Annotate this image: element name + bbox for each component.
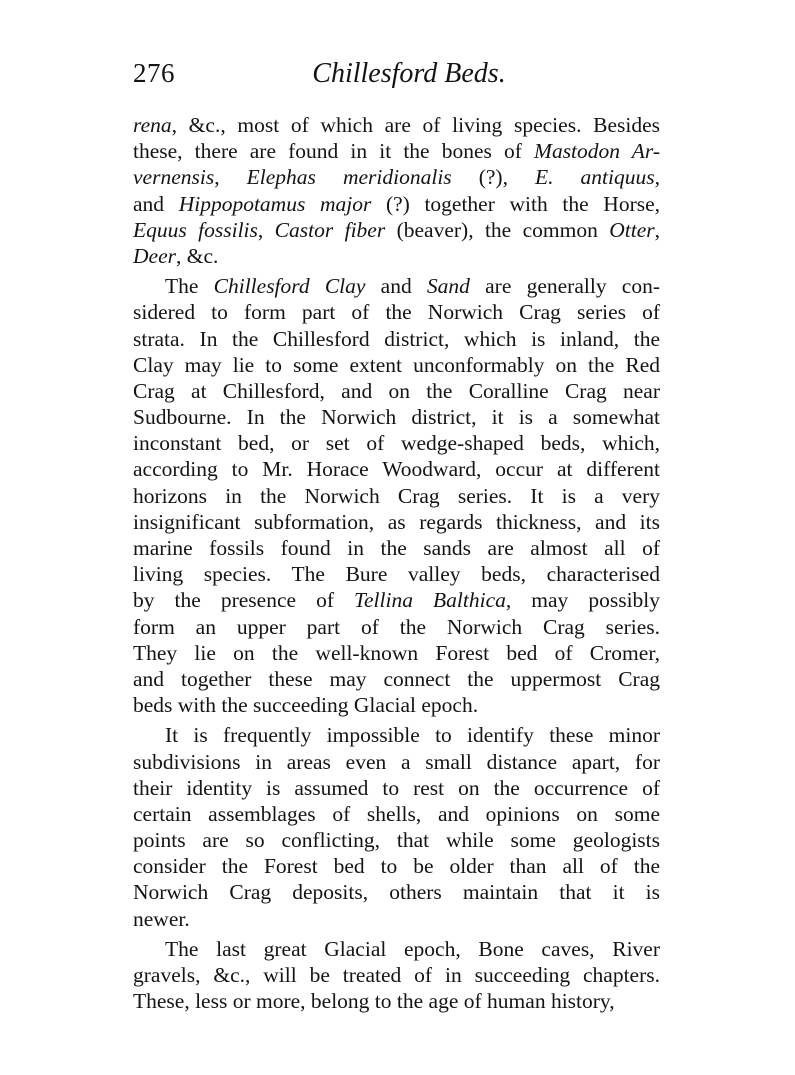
text-run: sidered to form part of the Norwich Crag series of — [133, 300, 660, 325]
text-run: , &c. — [175, 243, 219, 268]
text-run: Clay may lie to some extent unconformably on the Red — [133, 352, 660, 377]
text-run: , — [654, 165, 660, 190]
text-run: beds with the succeeding Glacial epoch. — [133, 693, 479, 718]
text-run: The last great Glacial epoch, Bone caves, River — [165, 936, 660, 961]
text-run: marine fossils found in the sands are almost all of — [133, 536, 660, 560]
paragraph — [133, 936, 660, 1015]
text-line — [133, 378, 660, 404]
text-run: (?) together with the Horse, — [371, 191, 661, 216]
text-line — [133, 191, 660, 217]
text-run: living species. The Bure valley beds, characterised — [133, 562, 660, 587]
italic-text: Mastodon Ar- — [534, 139, 660, 164]
text-line — [133, 509, 660, 535]
text-run: points are so conflicting, that while some geologists — [133, 828, 660, 853]
italic-text: Elephas meridionalis — [246, 165, 452, 190]
text-run: and together these may connect the uppermost Crag — [133, 666, 660, 691]
text-run: strata. In the Chillesford district, which is inland, the — [133, 326, 660, 351]
text-line — [133, 666, 660, 692]
italic-text: Deer — [133, 243, 176, 268]
text-line — [133, 217, 660, 243]
text-run: , &c., most of which are of living species. Besides — [171, 113, 660, 137]
text-line — [133, 749, 660, 775]
text-run: Sudbourne. In the Norwich district, it is a somewhat — [133, 405, 660, 430]
text-run: are generally con- — [469, 274, 660, 299]
text-line — [133, 352, 660, 378]
text-run: Norwich Crag deposits, others maintain that it is — [133, 880, 660, 905]
text-run: according to Mr. Horace Woodward, occur at different — [133, 457, 660, 482]
italic-text: Otter — [609, 217, 655, 242]
text-line — [133, 936, 660, 962]
text-run: , — [654, 217, 661, 242]
italic-text: Chillesford Clay — [213, 274, 366, 299]
text-line — [133, 988, 660, 1014]
text-run: inconstant bed, or set of wedge-shaped beds, which, — [133, 431, 660, 456]
text-line — [133, 535, 660, 561]
text-run: These, less or more, belong to the age of human history, — [133, 989, 615, 1014]
italic-text: E. antiquus — [535, 165, 655, 190]
text-line — [133, 640, 660, 666]
text-run: It is frequently impossible to identify these minor — [165, 723, 660, 748]
text-line — [133, 614, 660, 640]
text-run: by the presence of — [133, 588, 355, 613]
text-line — [133, 775, 660, 801]
text-run: horizons in the Norwich Crag series. It is a very — [133, 483, 660, 508]
text-line — [133, 483, 660, 509]
text-run: certain assemblages of shells, and opinions on some — [133, 801, 660, 826]
text-line — [133, 112, 660, 138]
text-line — [133, 404, 660, 430]
text-line — [133, 962, 660, 988]
text-run: (beaver), the common — [385, 217, 610, 242]
text-run: , — [214, 165, 247, 190]
italic-text: rena — [133, 113, 172, 137]
text-run: , may possibly — [505, 588, 661, 613]
text-run: consider the Forest bed to be older than all of the — [133, 854, 660, 879]
paragraph — [133, 722, 660, 932]
text-line — [133, 853, 660, 879]
italic-text: vernensis — [133, 165, 215, 190]
text-run: , — [257, 217, 275, 242]
page-number: 276 — [133, 58, 175, 88]
text-run: their identity is assumed to rest on the occurrence of — [133, 775, 660, 800]
italic-text: Hippopotamus major — [178, 191, 372, 216]
text-run: They lie on the well-known Forest bed of Cromer, — [133, 640, 660, 665]
text-line — [133, 456, 660, 482]
page-header — [133, 58, 663, 98]
italic-text: Equus fossilis — [133, 217, 258, 242]
text-line — [133, 827, 660, 853]
text-line — [133, 587, 660, 613]
text-line — [133, 561, 660, 587]
text-line — [133, 879, 660, 905]
text-line — [133, 906, 660, 932]
text-line — [133, 430, 660, 456]
text-line — [133, 692, 660, 718]
text-line — [133, 243, 660, 269]
text-line — [133, 299, 660, 325]
text-run: and — [133, 191, 179, 216]
text-run: insignificant subformation, as regards thickness, and its — [133, 509, 660, 534]
italic-text: Sand — [426, 274, 470, 299]
text-run: these, there are found in it the bones of — [133, 139, 535, 164]
body-text — [133, 112, 660, 1014]
text-run: gravels, &c., will be treated of in succeeding chapters. — [133, 963, 660, 987]
text-run: subdivisions in areas even a small distance apart, for — [133, 749, 660, 774]
text-line — [133, 164, 660, 190]
text-line — [133, 138, 660, 164]
text-line — [133, 273, 660, 299]
text-run: newer. — [133, 906, 190, 931]
text-run: and — [365, 274, 427, 299]
text-line — [133, 326, 660, 352]
text-run: form an upper part of the Norwich Crag series. — [133, 614, 660, 639]
paragraph — [133, 112, 660, 269]
text-run: The — [165, 274, 214, 299]
italic-text: Tellina Balthica — [354, 588, 506, 613]
text-line — [133, 722, 660, 748]
paragraph — [133, 273, 660, 718]
running-title: Chillesford Beds. — [312, 58, 506, 89]
text-run: Crag at Chillesford, and on the Coralline Crag near — [133, 378, 660, 403]
text-run: (?), — [451, 165, 535, 190]
italic-text: Castor fiber — [274, 217, 386, 242]
text-line — [133, 801, 660, 827]
